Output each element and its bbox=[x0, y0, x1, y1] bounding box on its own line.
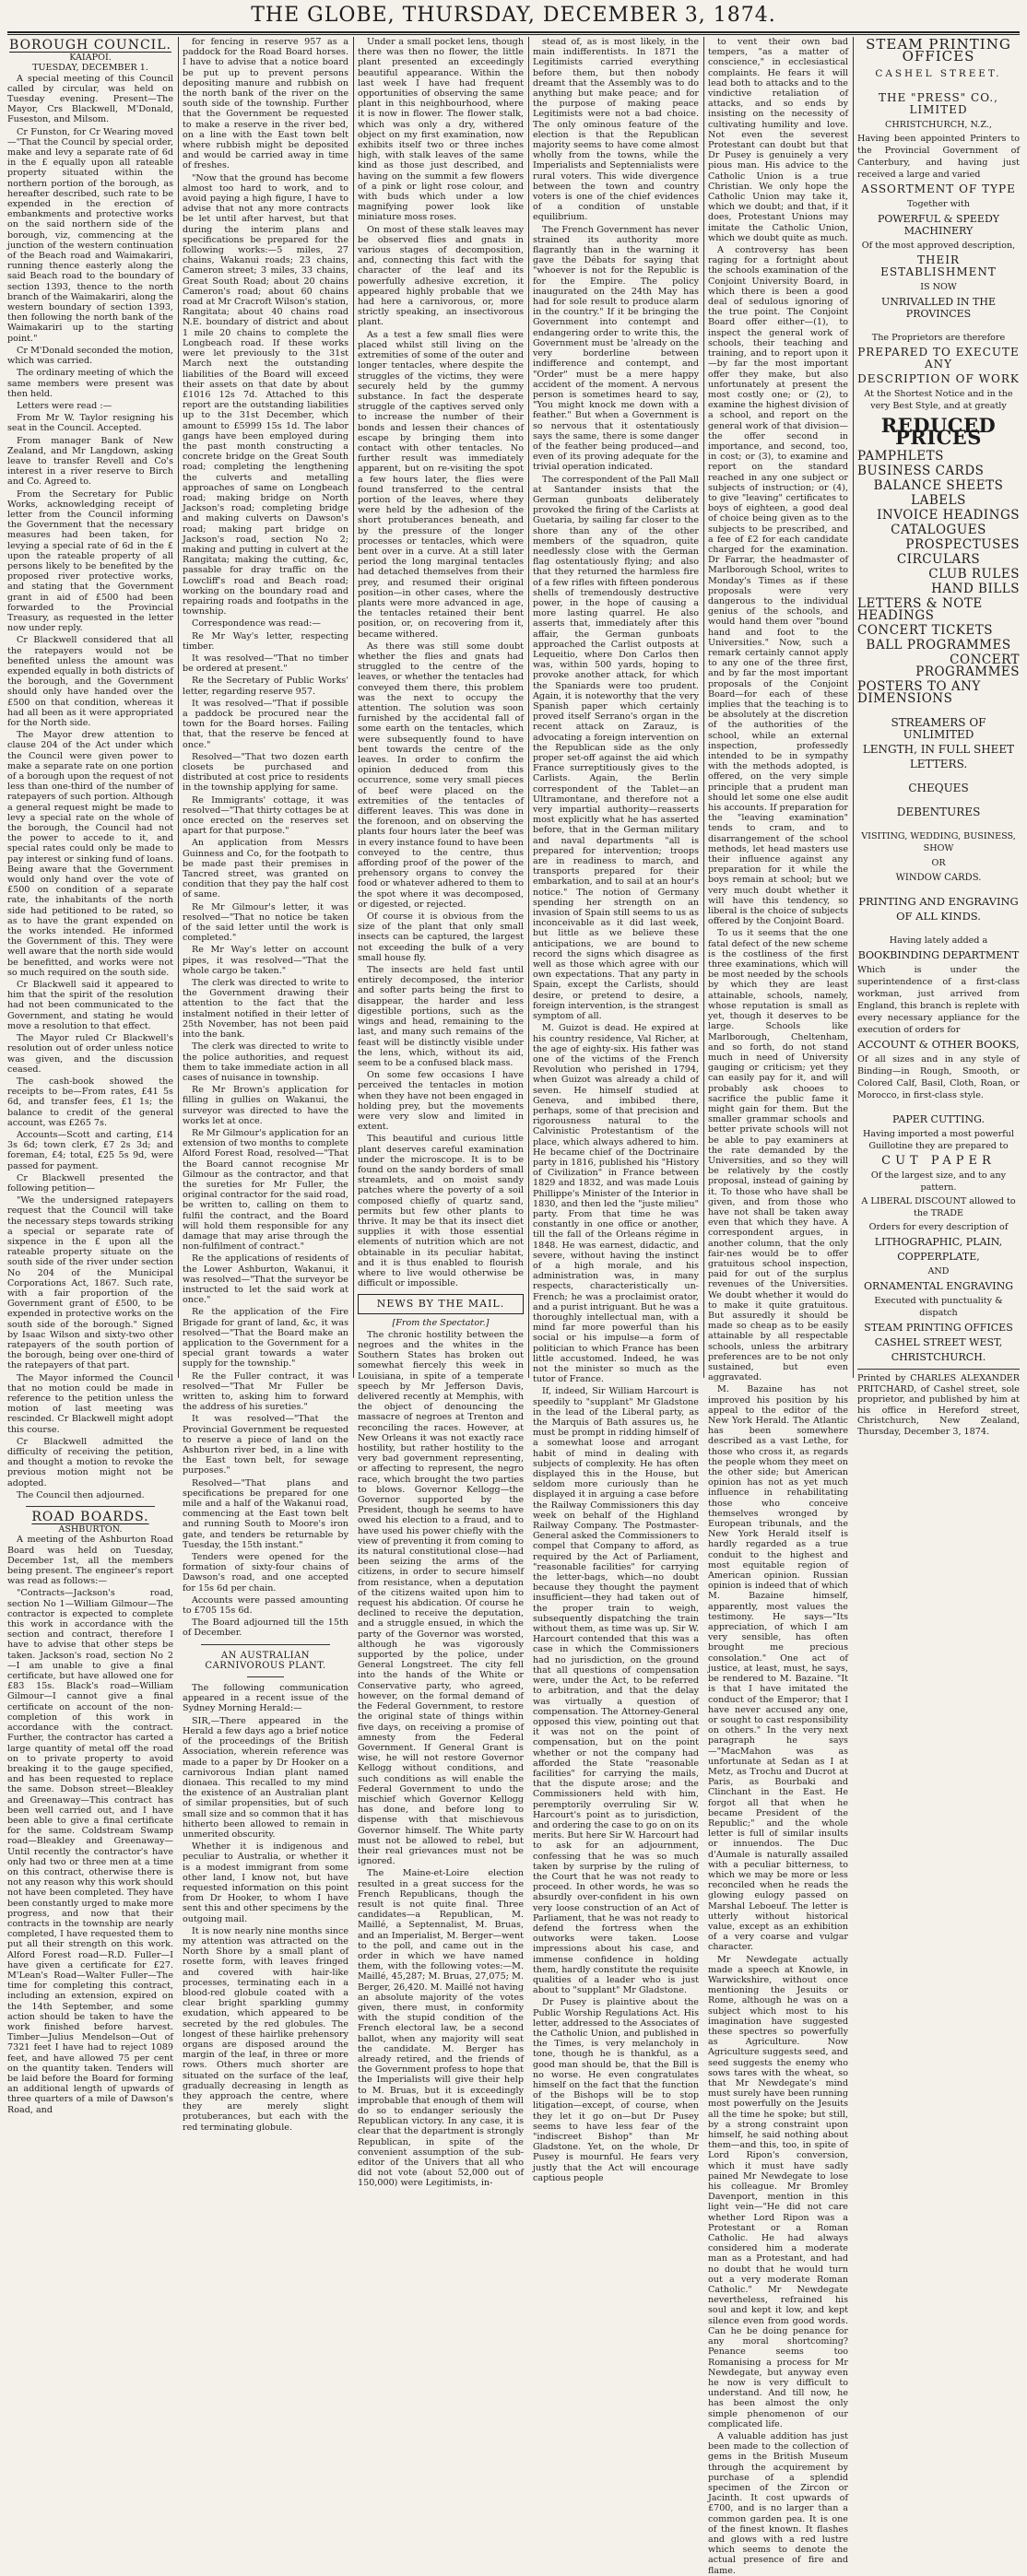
ad-guillotine: Having imported a most powerful Guillotine they are prepared to bbox=[863, 1129, 1014, 1151]
paragraph: It was resolved—"That the Provincial Government be requested to reserve a piece of land on the Ashburton river bed, in a line with the East town belt, for sewage purposes." bbox=[183, 1414, 348, 1476]
ad-or: OR bbox=[931, 858, 946, 868]
column-rule bbox=[178, 37, 179, 1378]
ad-approved: Of the most approved description, bbox=[861, 241, 1016, 251]
paragraph: SIR,—There appeared in the Herald a few days ago a brief notice of the proceedings of the British Association, wherein reference was made to a paper by Dr Hooker on a carnivorous Indian plant named dionaea. This recalled to my mind the existence of an Australian plant of similar propensities, but of such small size and so common that it has hitherto been allowed to remain in unmerited obscurity. bbox=[183, 1715, 348, 1840]
paragraph: M. Guizot is dead. He expired at his country residence, Val Richer, at the age of eighty-six. His father was one of the victims of the French Revolution who perished in 1794, when Guizot was already a child of seven. He himself studied at Geneva, and imbibed there, perhaps, some of that precision and rigorousness natural to the Calvinistic Protestantism of the place, which always adhered to him. He became chief of the Doctrinaire party in 1816, published his "History of Civilization" in France between 1829 and 1832, and was made Louis Phillippe's Minister of the Interior in 1830, and then led the "juste milieu" party. From that time he was constantly in one office or another, till the fall of the Orleans régime in 1848. He was earnest, didactic, and severe, without having the instinct of a high morale, and his administration was, in many respects, characteristically un-French; he was a proclaimist orator, and a purist intriguant. But he was a thoroughly intellectual man, with a mind far more powerful than his social or his impulse—a form of politician to which France has been little accustomed. Indeed, he was not the minister so much as the tutor of France. bbox=[533, 1023, 699, 1385]
paragraph: Re Immigrants' cottage, it was resolved—"That thirty cottages be at once erected on the reserves set apart for that purpose." bbox=[183, 794, 348, 837]
ad-service-item: INVOICE HEADINGS bbox=[877, 508, 1020, 523]
paragraph: Re the Fuller contract, it was resolved—"That Mr Fuller be written to, asking him to forward the address of his sureties." bbox=[183, 1370, 348, 1413]
council-date: TUESDAY, DECEMBER 1. bbox=[32, 63, 148, 74]
news-continued bbox=[533, 37, 699, 2183]
paragraph: From the Secretary for Public Works, acknowledging receipt of letter from the Council informing the Government that the necessary measures had been taken, for levying a special rate of 6d in the £ upon the rateable property of all persons likely to be benefited by the proposed river protective works, and stating that the Government grant in aid of £500 had been forwarded to the Provincial Treasury, as requested in the letter now under reply. bbox=[7, 488, 173, 634]
ad-city: CHRISTCHURCH, N.Z., bbox=[885, 120, 992, 130]
column-1 bbox=[7, 37, 173, 2115]
ad-copperplate: COPPERPLATE, bbox=[897, 1251, 980, 1263]
paragraph: Of course it is obvious from the size of the plant that only small insects can be captured, the largest not exceeding the bulk of a very small house fly. bbox=[358, 912, 524, 963]
roads-continued bbox=[183, 37, 348, 1639]
roads-body bbox=[7, 1535, 173, 2114]
paragraph: Accounts were passed amounting to £705 15s 6d. bbox=[183, 1594, 348, 1617]
paragraph: Cr Blackwell presented the following petition— bbox=[7, 1172, 173, 1194]
ad-discount: A LIBERAL DISCOUNT allowed to the TRADE bbox=[861, 1196, 1016, 1218]
paragraph: Re Mr Gilmour's application for an extension of two months to complete Alford Forest Road, resolved—"That the Board cannot recognise Mr Gilmour as the contractor, and that the sureties for Mr Fuller, the original contractor for the said road, be written to, calling on them to fulfil the contract, and the Board will hold them responsible for any damage that may arise through the non-fulfilment of contract." bbox=[183, 1127, 348, 1253]
paragraph: The French Government has never strained its authority more flagrantly than in the warning it gave the Débats for saying that "whoever is not for the Republic is for the Empire. The policy inaugurated on the 24th May has had for sole result to produce alarm in the country." If it be bringing the Government into contempt and endangering order to write this, the Government must be 'already on the very borderline between indifference and contempt, and "Order" must be a mere happy accident of the moment. A nervous person is sometimes heard to say, "You might knock me down with a feather." But when a Government is so nervous that it ostentatiously says the same, there is some danger of the feather being produced—and even of its proving adequate for the trivial operation indicated. bbox=[533, 224, 699, 473]
paragraph: Cr M'Donald seconded the motion, which was carried. bbox=[7, 345, 173, 367]
news-heading: NEWS BY THE MAIL. bbox=[358, 1294, 524, 1313]
press-advertisement bbox=[857, 36, 1020, 1437]
paragraph: As a test a few small flies were placed whilst still living on the extremities of some of the outer and longer tentacles, where despite the struggles of the victims, they were securely held by the gummy substance. In fact the desperate struggle of the captives served only to increase the number of their bonds and lessen their chances of escape by bringing them into contact with other tentacles. No further result was immediately apparent, but on re-visiting the spot a few hours later, the flies were found transferred to the central portion of the leaves, where they were held by the adhesion of the short protuberances beneath, and by the pressure of the longer processes or tentacles, which were bent over in a curve. At a still later period the long marginal tentacles had detached themselves from their prey, and resumed their original position—in other cases, where the plants were more advanced in age, the tentacles retained their bent position, or, on recovering from it, became withered. bbox=[358, 329, 524, 640]
ad-service-item: POSTERS TO ANY DIMENSIONS bbox=[857, 679, 981, 706]
ad-window-cards: WINDOW CARDS. bbox=[895, 873, 982, 883]
paragraph: Cr Funston, for Cr Wearing moved—"That the Council by special order, make and levy a separate rate of 6d in the £ equally upon all rateable property situated within the northern portion of the borough, as hereafter described, such rate to be expended in the erection of embankments and protective works on the said northern side of the borough, viz, commencing at the junction of the western continuation of the Beach road and Waimakariri, running thence easterly along the said Beach road to the boundary of section 1393, thence to the north branch of the Waimakariri, along the western boundary of section 1393, then following the north bank of the Waimakariri up to the starting point." bbox=[7, 126, 173, 344]
masthead-rule-thin bbox=[7, 34, 1020, 35]
ad-description: DESCRIPTION OF WORK bbox=[857, 372, 1020, 385]
ad-cashel-west: CASHEL STREET WEST, bbox=[874, 1336, 1003, 1348]
ad-machinery: POWERFUL & SPEEDY MACHINERY bbox=[877, 213, 1000, 237]
paragraph: The clerk was directed to write to the Government drawing their attention to the fact that the instalment notified in their letter of 25th November, has not been paid into the bank. bbox=[183, 978, 348, 1041]
ad-cheques: CHEQUES bbox=[908, 782, 969, 794]
masthead: THE GLOBE, THURSDAY, DECEMBER 3, 1874. bbox=[251, 4, 776, 27]
paragraph: "Now that the ground has become almost too hard to work, and to avoid paying a high figure, I have to advise that not any more contracts be let until after harvest, but that during the interim plans and specifications be prepared for the following works:—5 miles, 27 chains, Wakanui roads; 23 chains, Cameron street; 3 miles, 33 chains, Great South Road; about 20 chains Cameron's road; about 60 chains road at Mr Cracroft Wilson's station, Rangitata; about 40 chains road N.E. boundary of district and about 1 mile 20 chains to complete the Longbeach road. If these works were let previously to the 31st March next the outstanding liabilities of the Board will exceed their assets on that date by about £1016 12s 7d. Attached to this report are the outstanding liabilities up to the 31st December, which amount to £5999 15s 1d. The labor gangs have been employed during the past month constructing a concrete bridge on the Great South road; completing the lengthening the culverts and metalling approaches of same on Longbeach road; making bridge on North Jackson's road; completing bridge and making culverts on Dawson's road; making part bridge on Jackson's road, section No 2; making and putting in culvert at the Rangitata; making the cutting, &c, passable for dray traffic on the Lowcliff's road and Beach road; working on the boundary road and repairing roads and footpaths in the township. bbox=[183, 172, 348, 618]
paragraph: It was resolved—"That if possible a paddock be procured near the town for the Board horses. Failing that, that the reserve be fenced at once." bbox=[183, 698, 348, 750]
column-5 bbox=[708, 37, 848, 2576]
paragraph: Dr Pusey is plaintive about the Public Worship Regulations Act. His letter, addressed to the Associates of the Catholic Union, and published in the Times, is very melancholy in tone, though he is thankful, as a good man should be, that the Bill is no worse. He even congratulates himself on the fact that the function of the Bishops will be to stop litigation—except, of course, when they let it go on—but Dr Pusey seems to have less fear of the "indiscreet Bishop" than Mr Gladstone. Yet, on the whole, Dr Pusey is mournful. He fears very justly that the Act will encourage captious people bbox=[533, 1997, 699, 2183]
ad-service-item: PAMPHLETS bbox=[857, 449, 944, 464]
ad-orders: Orders for every description of bbox=[868, 1222, 1009, 1232]
paragraph: The Mayor informed the Council that no motion could be made in reference to the petition unless the motion of last meeting was rescinded. Cr Blackwell might adopt this course. bbox=[7, 1372, 173, 1435]
paragraph: On most of these stalk leaves may be observed flies and gnats in various stages of decomposition, and, connecting this fact with the character of the leaf and its powerfully adhesive excretion, it appeared highly probable that we had here a carnivorous, or, more strictly speaking, an insectivorous plant. bbox=[358, 224, 524, 328]
ad-steam-offices: STEAM PRINTING OFFICES bbox=[864, 1322, 1013, 1334]
paragraph: Re the application of the Fire Brigade for grant of land, &c, it was resolved—"That the Board make an application to the Government for a special grant towards a water supply for the township." bbox=[183, 1307, 348, 1370]
paragraph: The Board adjourned till the 15th of December. bbox=[183, 1617, 348, 1639]
ad-streamers: STREAMERS OF UNLIMITED bbox=[891, 716, 986, 741]
ad-length: LENGTH, IN FULL SHEET bbox=[862, 743, 1015, 756]
ad-ornamental: ORNAMENTAL ENGRAVING bbox=[863, 1280, 1014, 1292]
paragraph: to vent their own bad tempers, "as a matter of conscience," in ecclesiastical complaints. He fears it will lead both to attacks and to the vindictive retaliation of attacks, and so ends by insisting on the necessity of cultivating humility and love. Not even the severest Protestant can doubt but that Dr Pusey is genuinely a very pious man. His advice to the Catholic Union is a true Christian. We only hope the Catholic Union may take it, which we doubt; and that, if it does, Protestant Unions may imitate the Catholic Union, which we doubt quite as much. bbox=[708, 37, 848, 243]
paragraph: The clerk was directed to write to the police authorities, and request them to take immediate action in all cases of nuisance in township. bbox=[183, 1041, 348, 1083]
ad-visiting: VISITING, WEDDING, BUSINESS, SHOW bbox=[861, 831, 1016, 853]
ad-shortest: At the Shortest Notice and in the very Best Style, and at greatly bbox=[864, 389, 1013, 411]
ad-prepared: PREPARED TO EXECUTE ANY bbox=[857, 346, 1020, 371]
council-place: KAIAPOI. bbox=[69, 53, 112, 64]
paragraph: A valuable addition has just been made to the collection of gems in the British Museum through the acquirement by purchase of a splendid specimen of the Zircon or Jacinth. It cost upwards of £700, and is no larger than a common garden pea. It is one of the finest known. It flashes and glows with a red lustre which seems to denote the actual presence of fire and flame. bbox=[708, 2430, 848, 2576]
ad-appointed: Having been appointed Printers to the Provincial Government of Canterbury, and having just received a large and varied bbox=[857, 134, 1020, 180]
column-rule bbox=[703, 37, 704, 1378]
news-source: [From the Spectator.] bbox=[392, 1317, 490, 1328]
paragraph: If, indeed, Sir William Harcourt is speedily to "supplant" Mr Gladstone in the lead of the Liberal party, as the Marquis of Bath assures us, he must be prompt in ridding himself of a somewhat loose and arrogant habit of mind in dealing with subjects of complexity. He has often displayed this in the House, but seldom more curiously than he displayed it in arguing a case before the Railway Commissioners this day week on behalf of the Highland Railway Company. The Postmaster-General asked the Commissioners to compel that Company to afford, as required by the Act of Parliament, "reasonable facilities" for carrying the letter-bags, which—no doubt because they thought the payment insufficient—they had taken out of the proper train to weigh, subsequently dispatching the train without them, as time was up. Sir W. Harcourt contended that this was a case in which the Commissioners had no jurisdiction, on the ground that all questions of compensation were, under the Act, to be referred to arbitration, and that the delay was virtually a question of compensation. The Attorney-General opposed this view, pointing out that it was not on the point of compensation, but on the point whether or not the company had afforded the State "reasonable facilities" for carrying the mails, that the dispute arose; and the Commissioners held with him, peremptorily overruling Sir W. Harcourt's point as to jurisdiction, and ordering the case to go on on its merits. But here Sir W. Harcourt had to ask for an adjournment, confessing that he was so much taken by surprise by the ruling of the Court that he was not ready to proceed. In other words, he was so absurdly over-confident in his own very loose construction of an Act of Parliament, that he was not ready to defend the fortress when the outworks were taken. Loose impressions about his case, and immense confidence in holding them, hardly constitute the requisite qualities of a leader who is just about to "supplant" Mr Gladstone. bbox=[533, 1386, 699, 1996]
ad-unrivalled: UNRIVALLED IN THE PROVINCES bbox=[880, 296, 997, 320]
ad-service-item: HAND BILLS bbox=[931, 582, 1020, 596]
paragraph: Mr Newdegate actually made a speech at Knowle, in Warwickshire, without once mentioning the Jesuits or Rome, although he was on a subject which most to his imagination have suggested these spectres so powerfully as Agriculture. Now Agriculture suggests seed, and seed suggests the enemy who sows tares with the wheat, so that Mr Newdegate's mind must surely have been running most powerfully on the Jesuits all the time he spoke; but still, by a strong constraint upon himself, he said nothing about them—and this, too, in spite of Lord Ripon's conversion, which it must have sadly pained Mr Newdegate to lose his colleague. Mr Bromley Davenport, mention in this light vein—"He did not care whether Lord Ripon was a Protestant or a Roman Catholic. He had always considered him a moderate man as a Protestant, and had no doubt that he would turn out a very moderate Roman Catholic." Mr Newdegate nevertheless, refrained his soul and kept it low, and kept silence even from good words. Can he be doing penance for any moral shortcoming? Penance seems too Romanising a process for Mr Newdegate, but anyway even he now is very difficult to understand. And till now, he has been almost the only simple phenomenon of our complicated life. bbox=[708, 1954, 848, 2429]
paragraph: Resolved—"That two dozen earth closets be purchased and distributed at cost price to residents in the township applying for same. bbox=[183, 751, 348, 794]
paragraph: A meeting of the Ashburton Road Board was held on Tuesday, December 1st, all the members being present. The engineer's report was read as follows:— bbox=[7, 1535, 173, 1587]
paragraph: Re the Secretary of Public Works' letter, regarding reserve 957. bbox=[183, 676, 348, 697]
paragraph: stead of, as is most likely, in the main indifferentists. In 1871 the Legitimists carried everything before them, but then nobody dreamt that the Assembly was to do anything but make peace; and for the purpose of making peace Legitimists were not a bad choice. The only ominous feature of the election is that the Republican majority seems to have come almost wholly from the towns, while the Imperialists and Septennialists were rural voters. This wide divergence between the town and country voters is one of the chief evidences of a condition of unstable equilibrium. bbox=[533, 37, 699, 223]
plant-body bbox=[183, 1716, 348, 2133]
news-body bbox=[358, 1330, 524, 2189]
ad-service-item: BUSINESS CARDS bbox=[857, 464, 985, 478]
paragraph: Letters were read :— bbox=[17, 400, 112, 411]
paragraph: On some few occasions I have perceived the tentacles in motion when they have not been engaged in holding prey, but the movements were very slow and limited in extent. bbox=[358, 1070, 524, 1133]
ad-lithographic: LITHOGRAPHIC, PLAIN, bbox=[874, 1236, 1003, 1248]
paragraph: for fencing in reserve 957 as a paddock for the Road Board horses. I have to advise that a notice board be put up to prevent persons depositing manure and rubbish on the north bank of the river on the south side of the township. Further that the Government be requested to make a reserve in the river bed, on a line with the East town belt where rubbish might be deposited and would be carried away in time of freshes. bbox=[183, 37, 348, 171]
paragraph: It was resolved—"That no timber be ordered at present." bbox=[183, 653, 348, 675]
paragraph: Re Mr Brown's application for filling in gullies on Wakanui, the surveyor was directed to have the works let at once. bbox=[183, 1085, 348, 1126]
ad-assortment: ASSORTMENT OF TYPE bbox=[861, 182, 1016, 195]
paragraph: From manager Bank of New Zealand, and Mr Langdown, asking leave to transfer Revell and Co's interest in a river reserve to Birch and Co. Agreed to. bbox=[7, 435, 173, 488]
paragraph: The Maine-et-Loire election resulted in a great success for the French Republicans, though the result is not quite final. Three candidates—a Republican, M. Maillé, a Septennalist, M. Bruas, and an Imperialist, M. Berger—went to the poll, and came out in the order in which we have named them, with the following votes:—M. Maillé, 45,287; M. Bruas, 27,075; M. Berger, 26,420. M. Maillé not having an absolute majority of the votes given, there must, in conformity with the stupid condition of the French electoral law, be a second ballot, when any majority will seat the candidate. M. Berger has already retired, and the friends of the Government profess to hope that the Imperialists will give their help to M. Bruas, but it is exceedingly improbable that enough of them will do so to endanger seriously the Republican victory. In any case, it is clear that the department is strongly Republican, in spite of the convenient assumption of the sub-editor of the Univers that all who did not vote (about 52,000 out of 150,000) were Legitimists, in- bbox=[358, 1868, 524, 2189]
ad-establishment: THEIR ESTABLISHMENT bbox=[880, 253, 997, 278]
ad-service-item: BALANCE SHEETS bbox=[873, 478, 1004, 493]
ad-service-item: LETTERS & NOTE HEADINGS bbox=[857, 596, 983, 623]
paragraph: As there was still some doubt whether the flies and gnats had struggled to the centre of the leaves, or whether the tentacles had conveyed them there, this problem was the next to occupy the attention. The solution was soon furnished by the accidental fall of some earth on the tentacles, which were subsequently found to have bent towards the centre of the leaves. In order to confirm the opinion deduced from this occurrence, some very small pieces of beef were placed on the extremities of the tentacles of different leaves. This was done in the forenoon, and on observing the plants four hours later the beef was in every instance found to have been conveyed to the centre, thus affording proof of the power of the prehensory organs to convey the food or whatever adhered to them to the spot where it was decomposed, or digested, or rejected. bbox=[358, 641, 524, 910]
paragraph: It is now nearly nine months since my attention was attracted on the North Shore by a small plant of rosette form, with leaves fringed and covered with hair-like processes, terminating each in a blood-red globule coated with a clear bright sparkling gummy exudation, which appeared to be secreted by the red globules. The longest of these hairlike prehensory organs are disposed around the margin of the leaf, in three or more rows. Others much shorter are situated on the surface of the leaf, gradually decreasing in length as they approach the centre, where they are merely slight protuberances, but each with the red terminating globule. bbox=[183, 1925, 348, 2133]
roads-place: ASHBURTON. bbox=[58, 1524, 123, 1535]
imprint: Printed by CHARLES ALEXANDER PRITCHARD, of Cashel street, sole proprietor, and published by him at his office in Hereford street, Christchurch, New Zealand, Thursday, December 3, 1874. bbox=[857, 1369, 1020, 1437]
paragraph: Cr Blackwell considered that all the ratepayers would not be benefited unless the amount was expended equally in both districts of the borough, and the Government should only have handed over the £500 on that condition, whereas it had all been as it were appropriated for the North side. bbox=[7, 635, 173, 728]
divider bbox=[26, 1506, 155, 1507]
paragraph: Tenders were opened for the formation of sixty-four chains of Dawson's road, and one accepted for 15s 6d per chain. bbox=[183, 1552, 348, 1594]
paragraph: Re Mr Way's letter on account pipes, it was resolved—"That the whole cargo be taken." bbox=[183, 945, 348, 976]
roads-heading: ROAD BOARDS. bbox=[31, 1510, 149, 1525]
paragraph: This beautiful and curious little plant deserves careful examination under the microscope. It is to be found on the sandy borders of small streamlets, and on moist sandy patches where the poverty of a soil composed chiefly of quartz sand, permits but few other plants to thrive. It may be that its insect diet supplies it with those essential elements of nutrition which are not obtainable in its peculiar habitat, and it is thus enabled to flourish where to live would otherwise be difficult or impossible. bbox=[358, 1134, 524, 1289]
ad-service-item: BALL PROGRAMMES bbox=[866, 638, 1011, 653]
ad-service-item: CLUB RULES bbox=[928, 567, 1020, 582]
column-4 bbox=[533, 37, 699, 2183]
council-heading: BOROUGH COUNCIL. bbox=[9, 38, 171, 53]
paragraph: The chronic hostility between the negroes and the whites in the Southern States has broken out somewhat fiercely this week in Louisiana, in spite of a temperate speech by Mr Jefferson Davis, delivered recently at Memphis, with the object of denouncing the massacre of negroes at Trenton and reconciling the races. However, at New Orleans it was not exactly race hostility, but rather hostility to the very bad government representing, or affecting to represent, the negro race, which brought the two parties to blows. Governor Kellogg—the Governor supported by the President, though he seems to have owed his election to a fraud, and to have used his power chiefly with the view of preventing it from coming to its natural constitutional close—had been seizing the arms of the citizens, in order to secure himself from resistance, when a deputation of the citizens waited upon him to request his abdication. Of course he declined to receive the deputation, and a struggle ensued, in which the party of the Governor was worsted, although he was vigorously supported by the police, under General Longstreet. The city fell into the hands of the White or Conservative party, who agreed, however, on the formal demand of the Federal Government, to restore the original state of things within five days, on receiving a promise of amnesty from the Federal Government. If General Grant is wise, he will not restore Governor Kellogg without conditions, and such conditions as will enable the Federal Government to undo the mischief which Governor Kellogg has done, and before long to dispense with that mischievous Governor himself. The White party must not be allowed to rebel, but their real grievances must not be ignored. bbox=[358, 1329, 524, 1867]
column-3 bbox=[358, 37, 524, 2189]
paragraph: The insects are held fast until entirely decomposed, the interior and softer parts being the first to disappear, the harder and less digestible portions, such as the wings and head, remaining to the last, and many such remains of the feast will be distinctly visible under the lens, which, without its aid, seem to be a confused black mass. bbox=[358, 965, 524, 1068]
plant-continued bbox=[358, 37, 524, 1288]
paragraph: Under a small pocket lens, though there was then no flower, the little plant presented an exceedingly beautiful appearance. Within the last week I have had frequent opportunities of observing the same plant in this neighbourhood, where it is now in flower. The flower stalk, which was only a dry, withered object on my first examination, now exhibits itself two or three inches high, with stalk leaves of the same kind as those just described, and having on the summit a few flowers of a pink or light rose colour, and with buds which under a low magnifying power look like miniature moss roses. bbox=[358, 37, 524, 223]
paragraph: Accounts—Scott and carting, £14 3s 6d; town clerk, £7 2s 3d; and foreman, £4; total, £25 5s 9d, were passed for payment. bbox=[7, 1129, 173, 1171]
paragraph: The cash-book showed the receipts to be—From rates, £41 5s 6d, and transfer fees, £1 1s; the balance to credit of the general account, was £265 7s. bbox=[7, 1076, 173, 1128]
paragraph: "Contracts—Jackson's road, section No 1—William Gilmour—The contractor is expected to complete this work in accordance with the section and contract, therefore I have to advise that other steps be taken. Jackson's road, section No 2—I am unable to give a final certificate, but have allowed one for £83 15s. Black's road—William Gilmour—I cannot give a final certificate on account of the non-completion of this work in accordance with the contract. Further, the contractor has carted a large quantity of metal off the road on to private property to avoid breaking it to the gauge specified, and has been requested to replace the same. Dobson street—Bleakley and Greenaway—This contract has been well carried out, and I have been able to give a final certificate for the same. Coldstream Swamp road—Bleakley and Greenaway—Until recently the contractor's have only had two or three men at a time on this contract, otherwise there is not any reason why this work should not have been completed. They have been constantly urged to make more progress, and now that their contracts in the township are nearly completed, I have requested them to put all their strength on this work. Alford Forest road—R.D. Fuller—I have given a certificate for £27. M'Lean's Road—Walter Fuller—The time for completing this contract, including an extension, expired on the 14th September, and some action should be taken to have the work finished before harvest. Timber—Julius Mendelson—Out of 7321 feet I have had to reject 1089 feet, and have allowed 75 per cent on the quantity taken. Tenders will be laid before the Board for forming an additional length of upwards of three quarters of a mile of Dawson's Road, and bbox=[7, 1588, 173, 2115]
ad-debentures: DEBENTURES bbox=[896, 806, 981, 818]
paragraph: Whether it is indigenous and peculiar to Australia, or whether it is a modest immigrant from some other land, I know not, but have requested information on this point from Dr Hooker, to whom I have sent this and other specimens by the outgoing mail. bbox=[183, 1841, 348, 1924]
ad-title: STEAM PRINTING OFFICES bbox=[866, 36, 1011, 65]
divider bbox=[247, 1676, 284, 1677]
paragraph: The correspondent of the Pall Mall at Santander insists that the German gunboats deliberately provoked the firing of the Carlists at Guetaria, by sailing far closer to the shore than any of the other members of the squadron, quite needlessly close with the German flag ostentatiously flying; and also that they returned the harmless fire of a few rifles with fifteen ponderous shells of tremendously destructive power, in the hope of causing a more lasting quarrel. He also asserts that, immediately after this affair, the German gunboats approached the Carlist outposts at Lequeitio, where Don Carlos then was, within 500 yards, hoping to provoke another attack, for which the Spaniards were too prudent. Again, it is noteworthy that the very Spanish paper which certainly proved itself Serrano's organ in the recent attack on Zarauz, is advocating a foreign intervention on the Republican side as the only proper set-off against the aid which France surreptitiously gives to the Carlists. Again, the Berlin correspondent of the Tablet—an Ultramontane, and therefore not a very impartial authority—reasserts most explicitly what he has asserted before, that in the German military and naval departments "all is prepared for intervention; troops are in readiness to march, and transports prepared for their embarkation, and to sail at an hour's notice." The notion of Germany spending her strength on an invasion of Spain still seems to us as inconceivable as it did last week, but little as we believe these anticipations, we are bound to record the signs which disagree as well as those which agree with our own expectations. That any party in Spain, except the Carlists, should desire, or pretend to desire, a foreign intervention, is the strangest symptom of all. bbox=[533, 474, 699, 1022]
plant-intro: The following communication appeared in a recent issue of the Sydney Morning Herald:— bbox=[183, 1683, 348, 1714]
paragraph: Re Mr Way's letter, respecting timber. bbox=[183, 630, 348, 652]
ad-isnow: IS NOW bbox=[920, 282, 957, 292]
ad-largest: Of the largest size, and to any pattern. bbox=[870, 1170, 1007, 1193]
paragraph: Resolved—"That plans and specifications be prepared for one mile and a half of the Wakanui road, commencing at the East town belt and running South to Moore's iron gate, and tenders be returnable by Tuesday, the 15th instant." bbox=[183, 1477, 348, 1550]
ad-service-item: CONCERT TICKETS bbox=[857, 623, 993, 638]
ad-services-list bbox=[857, 451, 1020, 705]
ad-letters: LETTERS. bbox=[909, 758, 968, 770]
paragraph: From Mr W. Taylor resigning his seat in the Council. Accepted. bbox=[7, 413, 173, 434]
paragraph: Cr Blackwell admitted the difficulty of receiving the petition, and thought a motion to revoke the previous motion might not be adopted. bbox=[7, 1436, 173, 1488]
ad-christchurch: CHRISTCHURCH. bbox=[891, 1351, 986, 1363]
ad-printing: PRINTING AND ENGRAVING bbox=[858, 895, 1019, 908]
ad-executed: Executed with punctuality & dispatch bbox=[874, 1296, 1003, 1318]
column-2 bbox=[183, 37, 348, 2133]
paragraph: Re the applications of residents of the Lower Ashburton, Wakanui, it was resolved—"That the surveyor be instructed to let the said work at once." bbox=[183, 1253, 348, 1306]
ad-sizes: Of all sizes and in any style of Binding—in Rough, Smooth, or Colored Calf, Basil, Cloth, Roan, or Morocco, in first-class style. bbox=[857, 1054, 1020, 1100]
council-body bbox=[7, 74, 173, 1500]
paragraph: A special meeting of this Council called by circular, was held on Tuesday evening. Present—The Mayor, Crs Blackwell, M'Donald, Fuseston, and Milsom. bbox=[7, 73, 173, 125]
ad-street: CASHEL STREET. bbox=[875, 68, 1002, 79]
ad-cut-paper: CUT PAPER bbox=[881, 1154, 996, 1168]
ad-having: Having lately added a bbox=[889, 935, 988, 946]
ad-all-kinds: OF ALL KINDS. bbox=[896, 910, 981, 923]
ad-service-item: LABELS bbox=[911, 493, 966, 508]
ad-reduced-prices: REDUCED PRICES bbox=[880, 414, 997, 449]
paragraph: To us it seems that the one fatal defect of the new scheme is the costliness of the first three examinations, which will be most needed by the schools by which they are least attainable, schools, namely, whose reputation is small as yet, though it deserves to be large. Schools like Marlborough, Cheltenham, and so forth, do not stand much in need of University gauging or criticism; yet they can easily pay for it, and will probably ask chooes to sacrifice the public fame it might gain for them. But the smaller grammar schools and better private schools will not be able to pay examiners at the rate demanded by the Universities, and so they will be relatively by the costly proposal, instead of gaining by it. To those who have shall be given, and from those who have not shall be taken away even that which they have. A correspondent argues, in another column, that the only fair-nes would be to offer gratuitous school inspection, paid for out of the surplus revenues of the Universities. We doubt whether it would do to make it quite gratuitous. But assuredly it should be made so cheap as to be easily attainable by all respectable schools, unless the arbitrary preferences are to be not only sustained, but even aggravated. bbox=[708, 928, 848, 1383]
ad-service-item: PROSPECTUSES bbox=[905, 537, 1020, 552]
paragraph: The Council then adjourned. bbox=[17, 1489, 145, 1500]
ad-paper-cutting: PAPER CUTTING. bbox=[892, 1113, 985, 1125]
paragraph: The Mayor drew attention to clause 204 of the Act under which the Council were given power to make a separate rate on one portion of a borough upon the request of not less than one-third of the number of ratepayers of such portion. Although a general request might be made to levy a special rate on the whole of the borough, the Council had not the power to accede to it, and special rates could only be made to pay interest or sinking fund of loans. Being aware that the Government would only hand over the vote of £500 on condition of a separate rate, the inhabitants of the north side had petitioned to be rated, so as to have the grant expended on the works intended. He informed the Government of this. They were well aware that the north side would be benefitted, and works were not so much required on the south side. bbox=[7, 730, 173, 978]
paragraph: An application from Messrs Guinness and Co, for the footpath to be made past their premises in Tancred street, was granted on condition that they pay the half cost of same. bbox=[183, 838, 348, 900]
ad-proprietors: The Proprietors are therefore bbox=[871, 333, 1006, 343]
paragraph: A controversy has been raging for a fortnight about the schools examination of the Conjoint University Board, in which there is been a good deal of sedulous ignoring of the true point. The Conjoint Board offer either—(1), to inspect the general work of schools, their teaching and training, and to report upon it—by far the most important offer they make, but also unfortunately at present the most costly one; or (2), to examine the highest division of a school, and report on the general work of that division—the offer second in importance, and second, too, in cost; or (3), to examine and report on the standard reached in any one subject or subjects of instruction; or (4), to give "leaving" certificates to boys of eighteen, a good deal of choice being given as to the subjects to be prescribed, and a fee of £2 for each candidate charged for the examination. Dr Farrar, the headmaster of Marlborough School, writes to Monday's Times as if these proposals were very dangerous to the individual genius of the schools, and would hand them over "bound hand and foot to the Universities." Now, such a remark certainly cannot apply to any one of the three first, and by far the most important proposals of the Conjoint Board—for each of these implies that the teaching is to be absolutely at the discretion of the authorities of the school, while an external inspection, professedly intended to be in sympathy with the methods adopted, is offered, on the very simple principle that a prudent man should let some one else audit his accounts. If preparation for the "leaving examination" tends to cram, and to disarrangement of the school methods, let head masters use their influence against any preparation for it while the boys remain at school; but we very much doubt whether it will have this tendency, so liberal is the choice of subjects offered by the Conjoint Board. bbox=[708, 245, 848, 927]
masthead-rule bbox=[7, 31, 1020, 33]
ad-company: THE "PRESS" CO., LIMITED bbox=[879, 91, 998, 116]
ad-bookbinding: BOOKBINDING DEPARTMENT bbox=[857, 949, 1020, 961]
ad-service-item: CONCERT PROGRAMMES bbox=[915, 653, 1020, 679]
paragraph: Correspondence was read:— bbox=[192, 618, 321, 629]
ad-together: Together with bbox=[907, 199, 970, 209]
ad-account-books: ACCOUNT & OTHER BOOKS, bbox=[857, 1038, 1020, 1051]
paragraph: The Mayor ruled Cr Blackwell's resolution out of order unless notice was given, and the discussion ceased. bbox=[7, 1033, 173, 1075]
divider bbox=[201, 1644, 330, 1645]
plant-heading: AN AUSTRALIAN CARNIVOROUS PLANT. bbox=[205, 1650, 326, 1671]
ad-service-item: CIRCULARS bbox=[896, 552, 981, 567]
paragraph: The ordinary meeting of which the same members were present was then held. bbox=[7, 368, 173, 399]
column-rule bbox=[528, 37, 529, 1378]
column-rule bbox=[853, 37, 854, 1378]
paragraph: M. Bazaine has not improved his position by his appeal to the editor of the New York Herald. The Atlantic has been somewhere described as a vast Lethe, for those who cross it, as regards the people whom they meet on the other side; but American opinion has not as yet much influence in rehabilitating those who conceive themselves wronged by European tribunals, and the New York Herald itself is hardly regarded as a true conduit to the highest and most equitable region of American opinion. Russian opinion is indeed that of which M. Bazaine himself, apparently, most values the testimony. He says—"Its appreciation, of which I am very sensible, has often brought me precious consolation." One act of justice, at least, must, he says, be rendered to M. Bazaine. "It is that I have imitated the conduct of the Emperor; that I have never accused any one, or sought to cast responsibility on others." In the very next paragraph he says—"MacMahon was as unfortunate at Sedan as I at Metz, as Trochu and Ducrot at Paris, as Bourbaki and Clinchant in the East. He forgot all that when he became President of the Republic;" and the whole letter is full of similar insults or innuendos. The Duc d'Aumale is naturally assailed with a peculiar bitterness, to which we may be more or less reconciled when he reads the glowing eulogy passed on Marshal Leboeuf. The letter is utterly without historical value, except as an exhibition of a very coarse and vulgar character. bbox=[708, 1384, 848, 1953]
ad-superintendence: Which is under the superintendence of a first-class workman, just arrived from England, this branch is replete with every necessary appliance for the execution of orders for bbox=[857, 965, 1020, 1035]
column-rule bbox=[353, 37, 354, 1378]
news-continued-2 bbox=[708, 37, 848, 2576]
paragraph: Re Mr Gilmour's letter, it was resolved—"That no notice be taken of the said letter until the work is completed." bbox=[183, 901, 348, 944]
ad-and: AND bbox=[927, 1266, 950, 1276]
paragraph: "We the undersigned ratepayers request that the Council will take the necessary steps towards striking a special or separate rate of sixpence in the £ upon all the rateable property situate on the south side of the river under section No 204 of the Municipal Corporations Act, 1867. Such rate, with a fair proportion of the Government grant of £500, to be expended in protective works on the south side of the borough." Signed by Isaac Wilson and sixty-two other ratepayers of the south portion of the borough, being over one-third of the ratepayers of that part. bbox=[7, 1195, 173, 1371]
ad-service-item: CATALOGUES bbox=[891, 523, 986, 537]
paragraph: Cr Blackwell said it appeared to him that the spirit of the resolution had not been communicated to the Government, and stating he would move a resolution to that effect. bbox=[7, 980, 173, 1031]
